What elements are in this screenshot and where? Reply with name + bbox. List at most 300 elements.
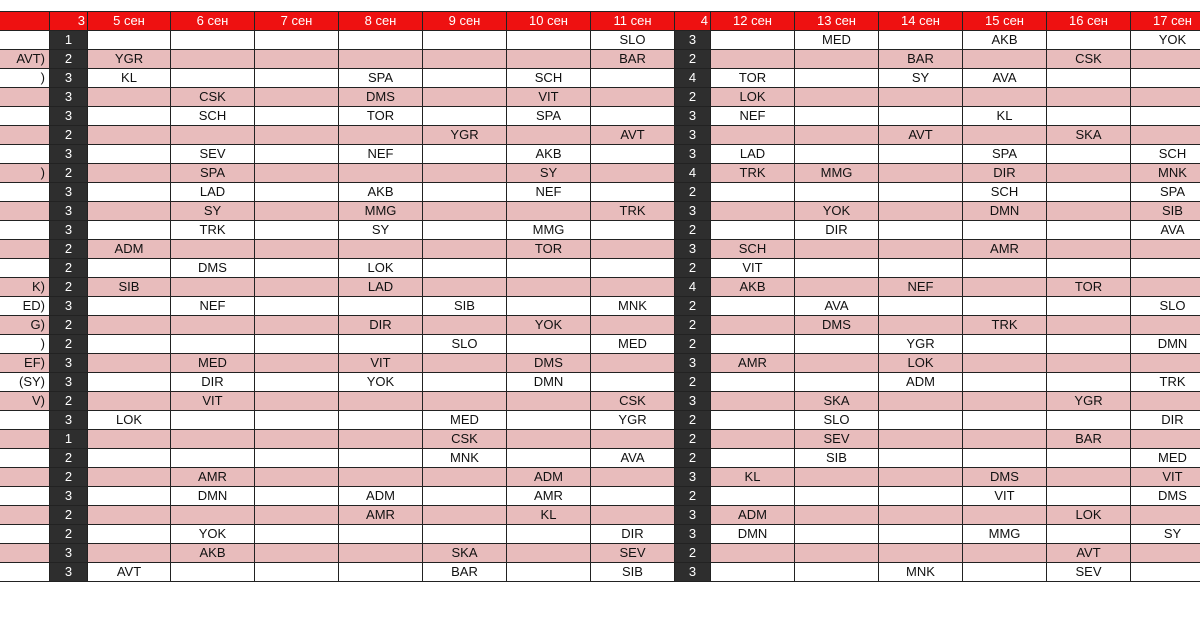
week2-count-cell[interactable]: 3 (675, 107, 711, 126)
opponent-cell[interactable]: AVA (591, 449, 675, 468)
opponent-cell[interactable]: SLO (423, 335, 507, 354)
team-cell[interactable] (0, 525, 50, 544)
opponent-cell[interactable] (879, 259, 963, 278)
week1-count-cell[interactable]: 2 (50, 316, 88, 335)
opponent-cell[interactable] (1047, 259, 1131, 278)
opponent-cell[interactable]: SY (339, 221, 423, 240)
opponent-cell[interactable]: SLO (795, 411, 879, 430)
opponent-cell[interactable] (171, 31, 255, 50)
opponent-cell[interactable] (711, 126, 795, 145)
opponent-cell[interactable] (171, 316, 255, 335)
opponent-cell[interactable] (423, 69, 507, 88)
opponent-cell[interactable]: MMG (795, 164, 879, 183)
opponent-cell[interactable] (795, 107, 879, 126)
opponent-cell[interactable]: NEF (507, 183, 591, 202)
opponent-cell[interactable] (591, 278, 675, 297)
opponent-cell[interactable]: DIR (171, 373, 255, 392)
opponent-cell[interactable]: SCH (171, 107, 255, 126)
opponent-cell[interactable] (1047, 69, 1131, 88)
opponent-cell[interactable] (1047, 449, 1131, 468)
opponent-cell[interactable]: CSK (1047, 50, 1131, 69)
opponent-cell[interactable] (88, 31, 171, 50)
week2-count-cell[interactable]: 3 (675, 354, 711, 373)
week1-count-cell[interactable]: 1 (50, 430, 88, 449)
opponent-cell[interactable] (963, 563, 1047, 582)
opponent-cell[interactable] (711, 487, 795, 506)
opponent-cell[interactable]: SEV (1047, 563, 1131, 582)
week1-count-cell[interactable]: 3 (50, 544, 88, 563)
week1-count-cell[interactable]: 2 (50, 126, 88, 145)
team-cell[interactable]: EF) (0, 354, 50, 373)
opponent-cell[interactable]: VIT (171, 392, 255, 411)
opponent-cell[interactable]: SY (1131, 525, 1200, 544)
opponent-cell[interactable] (88, 183, 171, 202)
opponent-cell[interactable] (88, 373, 171, 392)
opponent-cell[interactable] (963, 259, 1047, 278)
opponent-cell[interactable]: MNK (591, 297, 675, 316)
team-cell[interactable] (0, 145, 50, 164)
opponent-cell[interactable] (711, 221, 795, 240)
opponent-cell[interactable]: MMG (507, 221, 591, 240)
opponent-cell[interactable]: YOK (795, 202, 879, 221)
opponent-cell[interactable] (339, 335, 423, 354)
opponent-cell[interactable]: BAR (423, 563, 507, 582)
opponent-cell[interactable]: MED (1131, 449, 1200, 468)
opponent-cell[interactable]: AVA (795, 297, 879, 316)
opponent-cell[interactable] (255, 126, 339, 145)
opponent-cell[interactable]: ADM (711, 506, 795, 525)
opponent-cell[interactable] (879, 411, 963, 430)
week1-count-cell[interactable]: 3 (50, 145, 88, 164)
team-cell[interactable] (0, 240, 50, 259)
opponent-cell[interactable]: YGR (423, 126, 507, 145)
opponent-cell[interactable] (507, 544, 591, 563)
team-cell[interactable] (0, 544, 50, 563)
opponent-cell[interactable] (1047, 297, 1131, 316)
opponent-cell[interactable] (591, 164, 675, 183)
opponent-cell[interactable]: MMG (963, 525, 1047, 544)
opponent-cell[interactable] (1131, 430, 1200, 449)
opponent-cell[interactable] (171, 563, 255, 582)
week2-count-cell[interactable]: 3 (675, 468, 711, 487)
opponent-cell[interactable] (879, 221, 963, 240)
team-cell[interactable] (0, 468, 50, 487)
team-cell[interactable] (0, 411, 50, 430)
opponent-cell[interactable] (963, 506, 1047, 525)
team-cell[interactable]: ) (0, 335, 50, 354)
opponent-cell[interactable]: VIT (1131, 468, 1200, 487)
opponent-cell[interactable]: NEF (879, 278, 963, 297)
week1-count-cell[interactable]: 2 (50, 259, 88, 278)
opponent-cell[interactable]: TRK (171, 221, 255, 240)
week2-count-cell[interactable]: 2 (675, 430, 711, 449)
opponent-cell[interactable] (171, 449, 255, 468)
opponent-cell[interactable]: YGR (591, 411, 675, 430)
opponent-cell[interactable] (255, 449, 339, 468)
opponent-cell[interactable] (88, 297, 171, 316)
opponent-cell[interactable] (171, 50, 255, 69)
week2-count-cell[interactable]: 2 (675, 411, 711, 430)
opponent-cell[interactable] (1131, 107, 1200, 126)
opponent-cell[interactable]: DIR (963, 164, 1047, 183)
week1-count-cell[interactable]: 2 (50, 164, 88, 183)
opponent-cell[interactable] (1047, 107, 1131, 126)
opponent-cell[interactable] (339, 50, 423, 69)
opponent-cell[interactable] (711, 373, 795, 392)
opponent-cell[interactable]: YOK (339, 373, 423, 392)
opponent-cell[interactable] (1131, 278, 1200, 297)
opponent-cell[interactable] (255, 259, 339, 278)
opponent-cell[interactable]: ADM (879, 373, 963, 392)
opponent-cell[interactable] (88, 468, 171, 487)
opponent-cell[interactable]: BAR (591, 50, 675, 69)
opponent-cell[interactable]: TRK (1131, 373, 1200, 392)
opponent-cell[interactable] (423, 316, 507, 335)
opponent-cell[interactable] (423, 107, 507, 126)
opponent-cell[interactable] (255, 563, 339, 582)
opponent-cell[interactable] (711, 430, 795, 449)
week1-count-cell[interactable]: 2 (50, 335, 88, 354)
week1-count-cell[interactable]: 3 (50, 183, 88, 202)
opponent-cell[interactable] (1047, 183, 1131, 202)
opponent-cell[interactable] (1131, 392, 1200, 411)
opponent-cell[interactable] (255, 487, 339, 506)
opponent-cell[interactable]: KL (711, 468, 795, 487)
opponent-cell[interactable]: AKB (507, 145, 591, 164)
opponent-cell[interactable]: SPA (507, 107, 591, 126)
opponent-cell[interactable] (88, 107, 171, 126)
opponent-cell[interactable] (171, 69, 255, 88)
opponent-cell[interactable] (1047, 335, 1131, 354)
opponent-cell[interactable] (339, 468, 423, 487)
opponent-cell[interactable] (963, 278, 1047, 297)
opponent-cell[interactable]: MED (423, 411, 507, 430)
opponent-cell[interactable] (879, 145, 963, 164)
opponent-cell[interactable] (88, 88, 171, 107)
opponent-cell[interactable] (423, 487, 507, 506)
opponent-cell[interactable] (879, 107, 963, 126)
opponent-cell[interactable]: DMS (1131, 487, 1200, 506)
opponent-cell[interactable] (339, 449, 423, 468)
opponent-cell[interactable] (795, 259, 879, 278)
opponent-cell[interactable]: DIR (1131, 411, 1200, 430)
opponent-cell[interactable] (795, 145, 879, 164)
opponent-cell[interactable] (591, 487, 675, 506)
opponent-cell[interactable] (1047, 354, 1131, 373)
opponent-cell[interactable]: YGR (879, 335, 963, 354)
opponent-cell[interactable] (171, 430, 255, 449)
opponent-cell[interactable]: CSK (423, 430, 507, 449)
team-cell[interactable] (0, 183, 50, 202)
opponent-cell[interactable]: DIR (339, 316, 423, 335)
opponent-cell[interactable]: SEV (171, 145, 255, 164)
week2-count-cell[interactable]: 3 (675, 126, 711, 145)
opponent-cell[interactable] (423, 50, 507, 69)
opponent-cell[interactable] (507, 563, 591, 582)
opponent-cell[interactable]: AMR (507, 487, 591, 506)
opponent-cell[interactable]: AVA (963, 69, 1047, 88)
opponent-cell[interactable] (711, 335, 795, 354)
opponent-cell[interactable] (591, 468, 675, 487)
opponent-cell[interactable] (591, 373, 675, 392)
team-cell[interactable]: (SY) (0, 373, 50, 392)
opponent-cell[interactable]: SIB (423, 297, 507, 316)
opponent-cell[interactable] (711, 449, 795, 468)
week1-count-cell[interactable]: 2 (50, 506, 88, 525)
opponent-cell[interactable] (507, 202, 591, 221)
opponent-cell[interactable] (1047, 373, 1131, 392)
opponent-cell[interactable] (339, 525, 423, 544)
week1-count-cell[interactable]: 3 (50, 411, 88, 430)
opponent-cell[interactable]: DMS (963, 468, 1047, 487)
opponent-cell[interactable] (711, 202, 795, 221)
opponent-cell[interactable]: MMG (339, 202, 423, 221)
team-cell[interactable]: ED) (0, 297, 50, 316)
opponent-cell[interactable] (795, 183, 879, 202)
opponent-cell[interactable] (879, 449, 963, 468)
opponent-cell[interactable] (1047, 240, 1131, 259)
opponent-cell[interactable] (339, 430, 423, 449)
opponent-cell[interactable]: AKB (963, 31, 1047, 50)
opponent-cell[interactable]: LOK (1047, 506, 1131, 525)
opponent-cell[interactable] (423, 31, 507, 50)
opponent-cell[interactable] (879, 202, 963, 221)
opponent-cell[interactable] (339, 297, 423, 316)
opponent-cell[interactable]: AMR (711, 354, 795, 373)
week2-count-cell[interactable]: 3 (675, 240, 711, 259)
opponent-cell[interactable]: NEF (711, 107, 795, 126)
opponent-cell[interactable] (1047, 411, 1131, 430)
opponent-cell[interactable] (255, 544, 339, 563)
week1-count-cell[interactable]: 1 (50, 31, 88, 50)
opponent-cell[interactable]: ADM (339, 487, 423, 506)
opponent-cell[interactable] (1131, 316, 1200, 335)
opponent-cell[interactable]: BAR (1047, 430, 1131, 449)
opponent-cell[interactable]: LOK (88, 411, 171, 430)
opponent-cell[interactable] (963, 221, 1047, 240)
opponent-cell[interactable]: SKA (1047, 126, 1131, 145)
week2-count-cell[interactable]: 2 (675, 544, 711, 563)
opponent-cell[interactable]: SY (879, 69, 963, 88)
opponent-cell[interactable] (255, 278, 339, 297)
opponent-cell[interactable] (591, 221, 675, 240)
opponent-cell[interactable]: ADM (507, 468, 591, 487)
opponent-cell[interactable] (711, 392, 795, 411)
opponent-cell[interactable] (255, 50, 339, 69)
week2-count-cell[interactable]: 2 (675, 335, 711, 354)
opponent-cell[interactable] (963, 373, 1047, 392)
opponent-cell[interactable] (339, 164, 423, 183)
opponent-cell[interactable] (171, 278, 255, 297)
opponent-cell[interactable] (255, 354, 339, 373)
opponent-cell[interactable]: AMR (339, 506, 423, 525)
opponent-cell[interactable]: SCH (711, 240, 795, 259)
opponent-cell[interactable] (507, 259, 591, 278)
opponent-cell[interactable] (591, 430, 675, 449)
opponent-cell[interactable] (88, 506, 171, 525)
opponent-cell[interactable]: VIT (711, 259, 795, 278)
opponent-cell[interactable] (423, 468, 507, 487)
opponent-cell[interactable] (507, 449, 591, 468)
week2-count-cell[interactable]: 2 (675, 487, 711, 506)
opponent-cell[interactable] (795, 240, 879, 259)
opponent-cell[interactable]: NEF (171, 297, 255, 316)
opponent-cell[interactable]: SIB (1131, 202, 1200, 221)
team-cell[interactable] (0, 449, 50, 468)
opponent-cell[interactable]: SY (171, 202, 255, 221)
opponent-cell[interactable] (339, 126, 423, 145)
week2-count-cell[interactable]: 3 (675, 202, 711, 221)
opponent-cell[interactable]: AVT (88, 563, 171, 582)
opponent-cell[interactable] (795, 373, 879, 392)
opponent-cell[interactable] (1047, 145, 1131, 164)
opponent-cell[interactable] (711, 50, 795, 69)
team-cell[interactable] (0, 202, 50, 221)
team-cell[interactable] (0, 430, 50, 449)
week1-count-cell[interactable]: 2 (50, 468, 88, 487)
opponent-cell[interactable] (591, 259, 675, 278)
opponent-cell[interactable]: CSK (171, 88, 255, 107)
opponent-cell[interactable] (255, 145, 339, 164)
opponent-cell[interactable] (879, 316, 963, 335)
opponent-cell[interactable] (507, 297, 591, 316)
opponent-cell[interactable] (1131, 354, 1200, 373)
team-cell[interactable]: K) (0, 278, 50, 297)
opponent-cell[interactable] (339, 240, 423, 259)
opponent-cell[interactable] (88, 544, 171, 563)
opponent-cell[interactable] (1047, 221, 1131, 240)
opponent-cell[interactable] (711, 297, 795, 316)
opponent-cell[interactable]: SPA (339, 69, 423, 88)
opponent-cell[interactable] (879, 88, 963, 107)
opponent-cell[interactable] (255, 183, 339, 202)
week1-count-cell[interactable]: 2 (50, 50, 88, 69)
opponent-cell[interactable] (591, 69, 675, 88)
opponent-cell[interactable] (711, 563, 795, 582)
opponent-cell[interactable]: DMS (339, 88, 423, 107)
opponent-cell[interactable] (255, 240, 339, 259)
opponent-cell[interactable] (255, 468, 339, 487)
opponent-cell[interactable] (88, 354, 171, 373)
opponent-cell[interactable] (879, 506, 963, 525)
opponent-cell[interactable] (171, 335, 255, 354)
week2-count-cell[interactable]: 2 (675, 449, 711, 468)
week2-count-cell[interactable]: 3 (675, 31, 711, 50)
opponent-cell[interactable] (423, 240, 507, 259)
opponent-cell[interactable]: DMN (1131, 335, 1200, 354)
opponent-cell[interactable] (963, 430, 1047, 449)
opponent-cell[interactable] (423, 278, 507, 297)
opponent-cell[interactable] (1047, 316, 1131, 335)
opponent-cell[interactable]: TRK (711, 164, 795, 183)
week2-count-cell[interactable]: 4 (675, 164, 711, 183)
week1-count-cell[interactable]: 3 (50, 354, 88, 373)
opponent-cell[interactable]: SCH (963, 183, 1047, 202)
opponent-cell[interactable] (88, 335, 171, 354)
opponent-cell[interactable]: MNK (423, 449, 507, 468)
opponent-cell[interactable] (255, 221, 339, 240)
opponent-cell[interactable]: LOK (339, 259, 423, 278)
opponent-cell[interactable]: DMS (507, 354, 591, 373)
opponent-cell[interactable]: KL (88, 69, 171, 88)
week1-count-cell[interactable]: 2 (50, 525, 88, 544)
opponent-cell[interactable]: SLO (591, 31, 675, 50)
opponent-cell[interactable]: AMR (963, 240, 1047, 259)
team-cell[interactable] (0, 31, 50, 50)
opponent-cell[interactable]: MED (171, 354, 255, 373)
opponent-cell[interactable] (1047, 202, 1131, 221)
opponent-cell[interactable] (711, 411, 795, 430)
opponent-cell[interactable] (88, 259, 171, 278)
opponent-cell[interactable]: AVT (591, 126, 675, 145)
opponent-cell[interactable] (879, 240, 963, 259)
week2-count-cell[interactable]: 2 (675, 297, 711, 316)
opponent-cell[interactable]: TOR (339, 107, 423, 126)
opponent-cell[interactable] (1047, 88, 1131, 107)
opponent-cell[interactable] (591, 240, 675, 259)
opponent-cell[interactable] (1131, 506, 1200, 525)
team-cell[interactable] (0, 563, 50, 582)
opponent-cell[interactable] (423, 525, 507, 544)
opponent-cell[interactable] (88, 449, 171, 468)
opponent-cell[interactable] (423, 506, 507, 525)
opponent-cell[interactable]: YOK (1131, 31, 1200, 50)
opponent-cell[interactable] (88, 126, 171, 145)
opponent-cell[interactable] (255, 316, 339, 335)
opponent-cell[interactable]: TOR (507, 240, 591, 259)
opponent-cell[interactable]: DMS (171, 259, 255, 278)
opponent-cell[interactable] (795, 278, 879, 297)
opponent-cell[interactable]: BAR (879, 50, 963, 69)
week1-count-cell[interactable]: 2 (50, 240, 88, 259)
opponent-cell[interactable]: TRK (591, 202, 675, 221)
opponent-cell[interactable] (879, 183, 963, 202)
opponent-cell[interactable] (591, 316, 675, 335)
opponent-cell[interactable] (963, 544, 1047, 563)
team-cell[interactable] (0, 107, 50, 126)
week2-count-cell[interactable]: 3 (675, 145, 711, 164)
opponent-cell[interactable]: SKA (423, 544, 507, 563)
opponent-cell[interactable]: SIB (88, 278, 171, 297)
opponent-cell[interactable] (795, 335, 879, 354)
opponent-cell[interactable] (423, 202, 507, 221)
opponent-cell[interactable] (591, 107, 675, 126)
opponent-cell[interactable] (711, 544, 795, 563)
opponent-cell[interactable] (507, 278, 591, 297)
opponent-cell[interactable]: AVT (1047, 544, 1131, 563)
opponent-cell[interactable] (963, 354, 1047, 373)
opponent-cell[interactable] (507, 335, 591, 354)
week1-count-cell[interactable]: 3 (50, 297, 88, 316)
opponent-cell[interactable] (255, 69, 339, 88)
opponent-cell[interactable]: ADM (88, 240, 171, 259)
opponent-cell[interactable] (591, 354, 675, 373)
opponent-cell[interactable] (879, 31, 963, 50)
week1-count-cell[interactable]: 3 (50, 563, 88, 582)
opponent-cell[interactable] (88, 316, 171, 335)
opponent-cell[interactable] (171, 411, 255, 430)
opponent-cell[interactable]: SIB (591, 563, 675, 582)
opponent-cell[interactable]: DIR (795, 221, 879, 240)
team-cell[interactable] (0, 88, 50, 107)
opponent-cell[interactable] (879, 487, 963, 506)
opponent-cell[interactable] (255, 392, 339, 411)
opponent-cell[interactable] (963, 392, 1047, 411)
opponent-cell[interactable]: YGR (1047, 392, 1131, 411)
opponent-cell[interactable] (711, 183, 795, 202)
opponent-cell[interactable] (963, 88, 1047, 107)
opponent-cell[interactable] (88, 202, 171, 221)
